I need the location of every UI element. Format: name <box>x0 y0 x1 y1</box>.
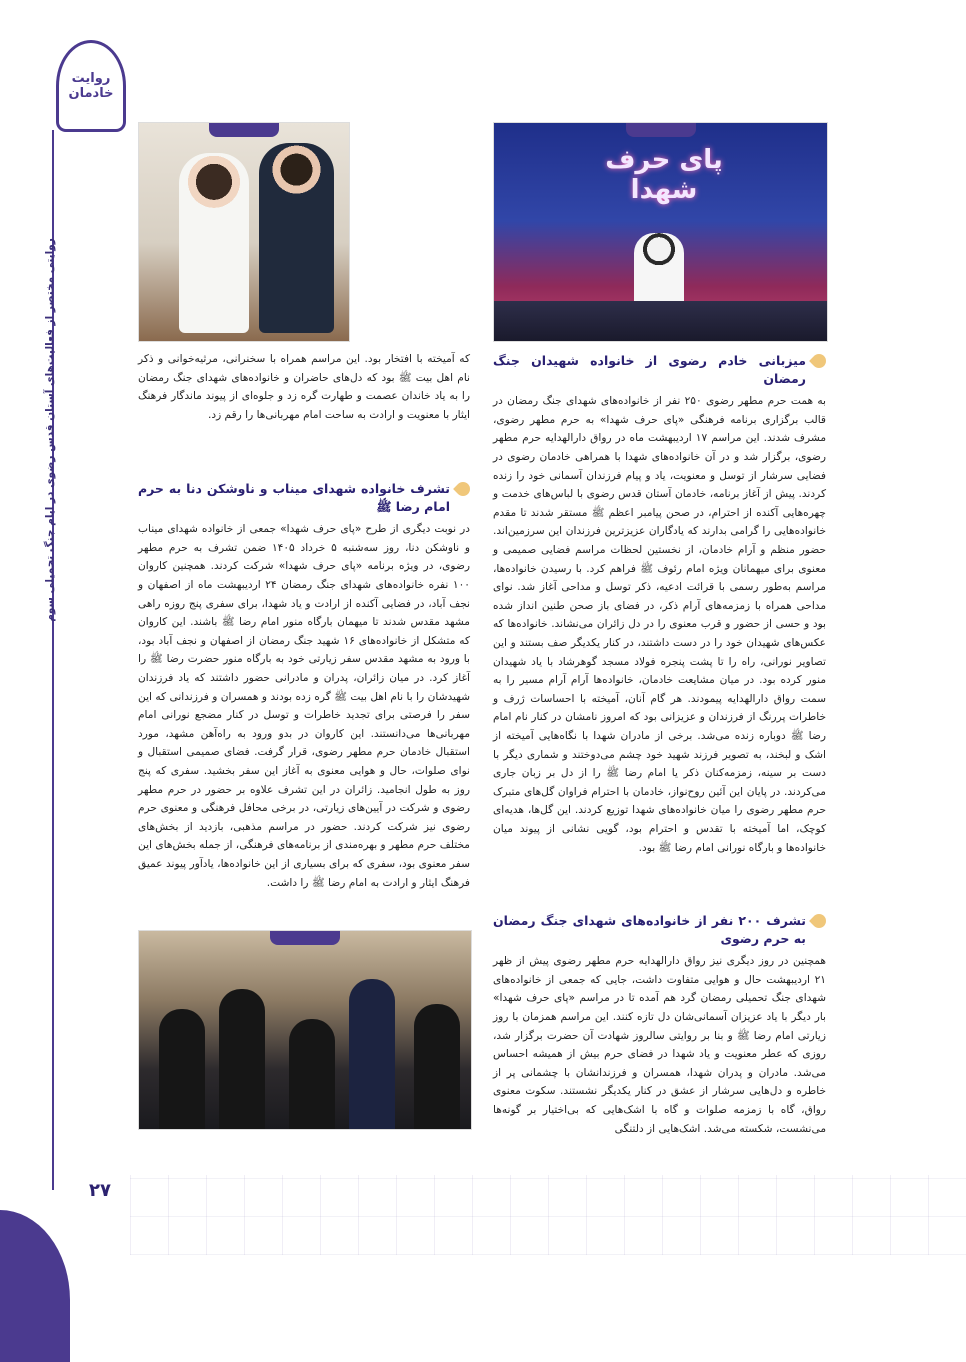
photo-tag <box>626 123 696 137</box>
photo-mourners-crowd <box>138 930 472 1130</box>
photo-stage-speaker <box>493 122 828 342</box>
stage-banner-text: پای حرف شهدا <box>605 145 723 205</box>
side-caption: روایتی مختصر از فعالیت‌های آستان قدس رضوی در ایام جنگ تحمیلی سوم <box>44 238 56 622</box>
child-boy-figure <box>259 143 334 333</box>
article-title <box>493 352 826 388</box>
photo-tag <box>209 123 279 137</box>
bullet-icon <box>809 351 829 371</box>
article-title <box>493 912 826 948</box>
article-title <box>138 480 470 516</box>
bullet-icon <box>453 479 473 499</box>
person-figure <box>414 1004 460 1129</box>
article-hosting <box>493 352 826 857</box>
title-text: میزبانی خادم رضوی از خانواده شهیدان جنگ رمضان <box>493 353 806 387</box>
article-body: به همت حرم مطهر رضوی ۲۵۰ نفر از خانواده‌های شهدای جنگ رمضان در قالب برگزاری برنامه فرهنگی «پای حرف شهدا» به حرم مطهر رضوی، مشرف شدند. این مراسم ۱۷ اردیبهشت ماه در رواق دارالهدایه حرم مطهر رضوی، برگزار شد و در آن خانواده‌های شهدا با همراهی خادمان رضوی در فضایی سرشار از توسل و معنویت، یاد و پیام فرزندان آسمانی خود را زنده کردند. پیش از آغاز برنامه، خادمان آستان قدس رضوی با لباس‌های خدمت و چهره‌هایی آکنده از احترام، در صحن پیامبر اعظم ﷺ مستقر شدند تا مقدم خانواده‌هایی را گرامی بدارند که یادگاران عزیزترین فرزندان این سرزمین‌اند. حضور منظم و آرام خادمان، از نخستین لحظات مراسم فضایی صمیمی و معنوی برای میهمانان ویژه امام رئوف ﷺ فراهم کرد. با رسیدن خانواده‌ها، مراسم به‌طور رسمی با قرائت ادعیه، ذکر توسل و مداحی آغاز شد. نوای مداحی همراه با زمزمه‌های آرام ذکر، در فضای باز صحن طنین انداز شده بود و حسی از حضور و قرب معنوی را در دل زائران می‌نشاند. خانواده‌ها که عکس‌های شهیدان خود را در دست داشتند، در کنار یکدیگر صف بستند و این تصاویر نورانی، راه را تا پشت پنجره فولاد مسجد گوهرشاد با یاد شهیدان منور کرده بود. در میان مشایعت خادمان، خانواده‌ها آرام آرام مسیر را به سمت رواق دارالهدایه پیمودند. هر گام آنان، آمیخته با احساسات ژرف و خاطرات پررنگ از فرزندان و عزیزانی بود که امروز نامشان در کنار نام امام رضا ﷺ دوباره زنده می‌شد. برخی از مادران شهدا با نگاه‌هایی آمیخته از اشک و لبخند، به تصویر فرزند شهید خود چشم می‌دوختند و شماری دیگر با دست بر سینه، زمزمه‌کنان ذکر یا امام رضا ﷺ را از دل بر زبان جاری می‌کردند. در پایان این آئین روح‌نواز، خادمان با احترام فراوان گل‌های متبرک حرم مطهر رضوی را میان خانواده‌های شهدا توزیع کردند. این گل‌ها، هدیه‌ای کوچک، اما آمیخته با تقدس و احترام بود، گویی نشانی از پیوند میان خانواده‌ها و بارگاه نورانی امام رضا ﷺ بود. <box>493 395 826 854</box>
bottom-ornament <box>130 1175 966 1255</box>
article-body: که آمیخته با افتخار بود. این مراسم همراه با سخنرانی، مرثیه‌خوانی و ذکر نام اهل بیت ﷺ بود که دل‌های حاضران و خانواده‌های شهدای جنگ رمضان را به یاد خاندان عصمت و طهارت گره زد و جلوه‌ای از پیوند ماندگار فرهنگ ایثار با معنویت و ارادت به ساحت امام مهربانی‌ها را رقم زد. <box>138 353 470 421</box>
side-bottom-block <box>0 1210 70 1362</box>
article-body: در نوبت دیگری از طرح «پای حرف شهدا» جمعی از خانواده شهدای میناب و ناوشکن دنا، روز سه‌شنبه ۵ خرداد ۱۴۰۵ ضمن تشرف به حرم مطهر رضوی، در ویژه برنامه «پای حرف شهدا» شرکت کردند. همچنین کاروان ۱۰۰ نفره خانواده‌های شهدای جنگ رمضان ۲۴ اردیبهشت ماه از اصفهان و نجف آباد، در فضایی آکنده از ارادت و یاد شهدا، برای سفری پنج روزه راهی مشهد مقدس شدند تا میهمان بارگاه منور امام رضا ﷺ باشند. این کاروان که متشکل از خانواده‌های ۱۶ شهید جنگ رمضان از اصفهان و نجف آباد بود، با ورود به مشهد مقدس سفر زیارتی خود به بارگاه منور حضرت رضا ﷺ را آغاز کرد. در میان زائران، پدران و مادرانی حضور داشتند که یاد فرزندان شهیدشان را با نام اهل بیت ﷺ گره زده بودند و همسران و فرزندانی که این سفر را فرصتی برای تجدید خاطرات و توسل در کنار مضجع نورانی امام مهربانی‌ها می‌دانستند. این کاروان در بدو ورود به راه‌آهن مشهد، مورد استقبال خادمان حرم مطهر رضوی، قرار گرفت. فضای صمیمی استقبال و نوای صلوات، حال و هوایی معنوی به آغاز این سفر بخشید. سفری که پنج روز به طول انجامید. زائران در این تشرف علاوه بر حضور در حرم مطهر رضوی و شرکت در آیین‌های زیارتی، در برخی محافل فرهنگی و معنوی حرم رضوی نیز شرکت کردند. حضور در مراسم مذهبی، بازدید از بخش‌های مختلف حرم مطهر و بهره‌مندی از برنامه‌های فرهنگی، از جمله بخش‌های این سفر معنوی بود، سفری که برای بسیاری از این خانواده‌ها، یادآور پیوند عمیق فرهنگ ایثار و ارادت به امام رضا ﷺ را داشت. <box>138 523 471 889</box>
logo-text: روایت خادمان <box>68 71 114 101</box>
article-minab <box>138 480 470 892</box>
person-figure <box>349 979 395 1129</box>
title-text: تشرف خانواده شهدای میناب و ناوشکن دنا به حرم امام رضا ﷺ <box>138 481 450 515</box>
article-body: همچنین در روز دیگری نیز رواق دارالهدایه حرم مطهر رضوی پیش از ظهر ۲۱ اردیبهشت حال و هوایی متفاوت داشت، جایی که جمعی از خانواده‌های شهدای جنگ تحمیلی رمضان گرد هم آمده تا در مراسم «پای حرف شهدا» بار دیگر با یاد عزیزان آسمانی‌شان دل تازه کنند. این مراسم همزمان با روز زیارتی امام رضا ﷺ و بنا بر روایتی سالروز شهادت آن حضرت برگزار شد، روزی که عطر معنویت و یاد شهدا در فضای حرم بیش از همیشه احساس می‌شد. مادران و پدران شهدا، همسران و فرزندانشان با چشمانی پر از خاطره و دل‌هایی سرشار از عشق در کنار یکدیگر نشستند. سکوت معنوی رواق، گاه با زمزمه صلوات و گاه با اشک‌هایی که بی‌اختیار بر گونه‌ها می‌نشست، شکسته می‌شد. اشک‌هایی از دلتنگی <box>493 955 826 1135</box>
title-text: تشرف ۲۰۰ نفر از خانواده‌های شهدای جنگ رمضان به حرم رضوی <box>493 913 807 947</box>
magazine-logo <box>56 40 126 132</box>
article-200-families <box>493 912 826 1138</box>
child-girl-figure <box>179 153 249 333</box>
photo-tag <box>270 931 340 945</box>
article-continued <box>138 350 470 424</box>
stage-desk <box>494 301 827 341</box>
person-figure <box>159 1009 205 1129</box>
person-figure <box>289 1019 335 1129</box>
bullet-icon <box>809 911 829 931</box>
photo-children-portraits <box>138 122 350 342</box>
page-number: ۲۷ <box>89 1180 111 1201</box>
person-figure <box>219 989 265 1129</box>
